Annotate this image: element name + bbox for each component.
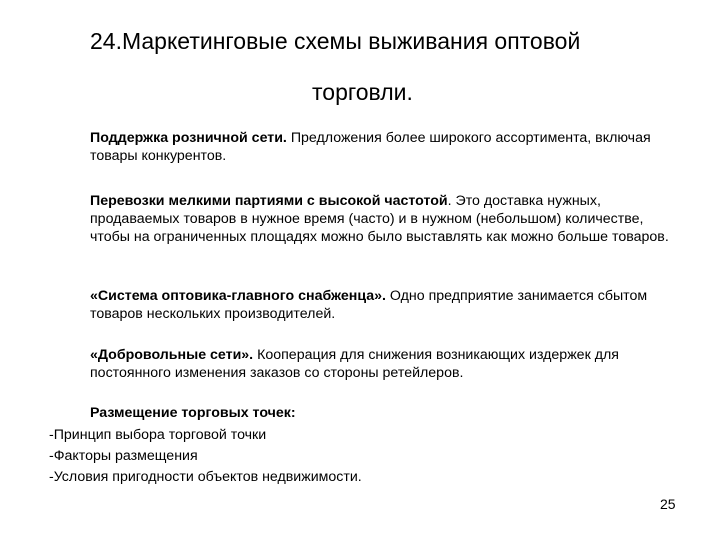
placement-item: -Принцип выбора торговой точки — [49, 427, 267, 443]
paragraph-retail-support — [90, 129, 680, 165]
paragraph-text: Предложения более широкого ассортимента, включая товары конкурентов. — [90, 130, 651, 164]
paragraph-main-supplier-system — [90, 287, 680, 323]
paragraph-voluntary-networks — [90, 346, 680, 382]
placement-item: -Условия пригодности объектов недвижимости. — [49, 469, 362, 485]
paragraph-small-batch-delivery — [90, 192, 680, 246]
paragraph-lead: Перевозки мелкими партиями с высокой частотой — [90, 193, 448, 209]
page-number: 25 — [660, 496, 676, 512]
paragraph-lead: Поддержка розничной сети. — [90, 130, 287, 146]
paragraph-lead: «Добровольные сети». — [90, 347, 254, 363]
slide-title-line-1: 24.Маркетинговые схемы выживания оптовой — [90, 28, 581, 54]
placement-heading: Размещение торговых точек: — [90, 405, 296, 421]
paragraph-text: . Это доставка нужных, продаваемых товаров в нужное время (часто) и в нужном (небольшом) количестве, чтобы на ограниченных площадях можно было выставлять как можно больше товаров. — [90, 193, 669, 245]
placement-item: -Факторы размещения — [49, 448, 198, 464]
paragraph-text: Одно предприятие занимается сбытом товаров нескольких производителей. — [90, 288, 648, 322]
paragraph-lead: «Система оптовика-главного снабженца». — [90, 288, 386, 304]
slide-title-line-2: торговли. — [312, 79, 413, 105]
paragraph-text: Кооперация для снижения возникающих издержек для постоянного изменения заказов со стороны ретейлеров. — [90, 347, 619, 381]
